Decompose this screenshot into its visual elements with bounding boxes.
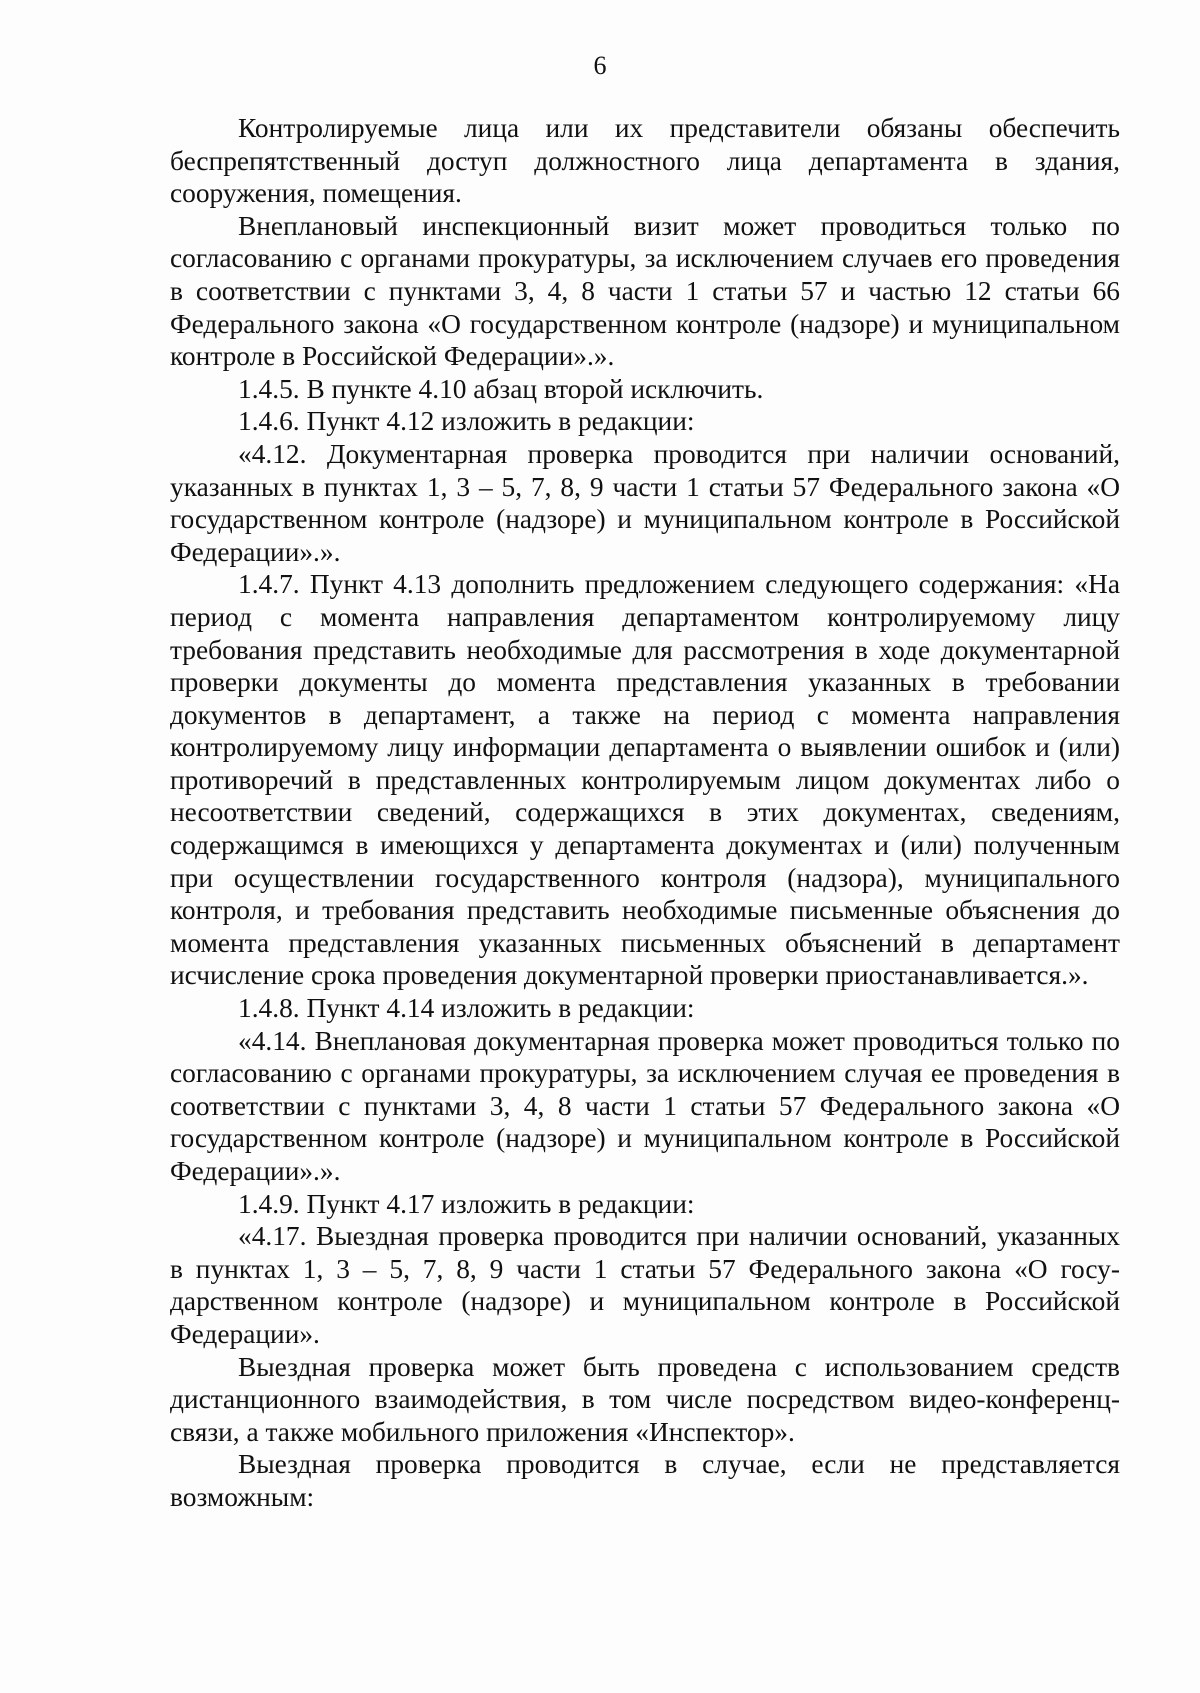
paragraph-4-17: «4.17. Выездная проверка проводится при наличии оснований, указанных в пунктах 1, 3 – 5, 7, 8, 9 части 1 статьи 57 Федерального закона «О государственном контроле (надзоре) и муниципальном контроле в Российской Федерации».	[170, 1221, 1120, 1349]
page-number: 6	[593, 51, 607, 80]
paragraph-4-14: «4.14. Внеплановая документарная проверка может проводиться только по согласованию с органами прокуратуры, за исключением случая ее проведения в соответствии с пунктами 3, 4, 8 части 1 статьи 57 Федерального закона «О государственном контроле (надзоре) и муниципальном контроле в Российской Федерации».».	[170, 1025, 1120, 1186]
paragraph-1-4-6: 1.4.6. Пункт 4.12 изложить в редакции:	[238, 406, 695, 437]
paragraph-inspection-condition: Выездная проверка проводится в случае, если не представляется возможным:	[170, 1449, 1120, 1512]
paragraph-remote-inspection: Выездная проверка может быть проведена с использованием средств дистанционного взаимодействия, в том числе посредством видео-конференцсвязи, а также мобильного приложения «Инспектор».	[170, 1351, 1120, 1447]
paragraph-4-12: «4.12. Документарная проверка проводится при наличии оснований, указанных в пунктах 1, 3 – 5, 7, 8, 9 части 1 статьи 57 Федерального закона «О государственном контроле (надзоре) и муниципальном контроле в Российской Федерации».».	[170, 438, 1120, 567]
paragraph-1-4-7: 1.4.7. Пункт 4.13 дополнить предложением следующего содержания: «На период с момента направления департаментом контролируемому лицу требования представить необходимые для рассмотрения в ходе документарной проверки документы до момента представления указанных в требовании документов в департамент, а также на период с момента направления контролируемому лицу информации департамента о выявлении ошибок и (или) противоречий в представленных контролируемым лицом документах либо о несоответствии сведений, содержащихся в этих документах, сведениям, содержащимся в имеющихся у департамента документах и (или) полученным при осуществлении государственного контроля (надзора), муниципального контроля, и требования представить необходимые письменные объяснения до момента представления указанных письменных объяснений в департамент исчисление срока проведения документарной проверки приостанавливается.».	[170, 569, 1120, 991]
paragraph-1-4-9: 1.4.9. Пункт 4.17 изложить в редакции:	[238, 1188, 695, 1219]
paragraph-access-obligation: Контролируемые лица или их представители обязаны обеспечить беспрепятственный доступ должностного лица департамента в здания, сооружения, помещения.	[170, 113, 1120, 209]
paragraph-unscheduled-visit: Внеплановый инспекционный визит может проводиться только по согласованию с органами прокуратуры, за исключением случаев его проведения в соответствии с пунктами 3, 4, 8 части 1 статьи 57 и частью 12 статьи 66 Федерального закона «О государственном контроле (надзоре) и муниципальном контроле в Российской Федерации».».	[170, 210, 1120, 372]
paragraph-1-4-8: 1.4.8. Пункт 4.14 изложить в редакции:	[238, 993, 695, 1024]
document-body	[170, 112, 1120, 1514]
paragraph-1-4-5: 1.4.5. В пункте 4.10 абзац второй исключить.	[238, 373, 764, 404]
